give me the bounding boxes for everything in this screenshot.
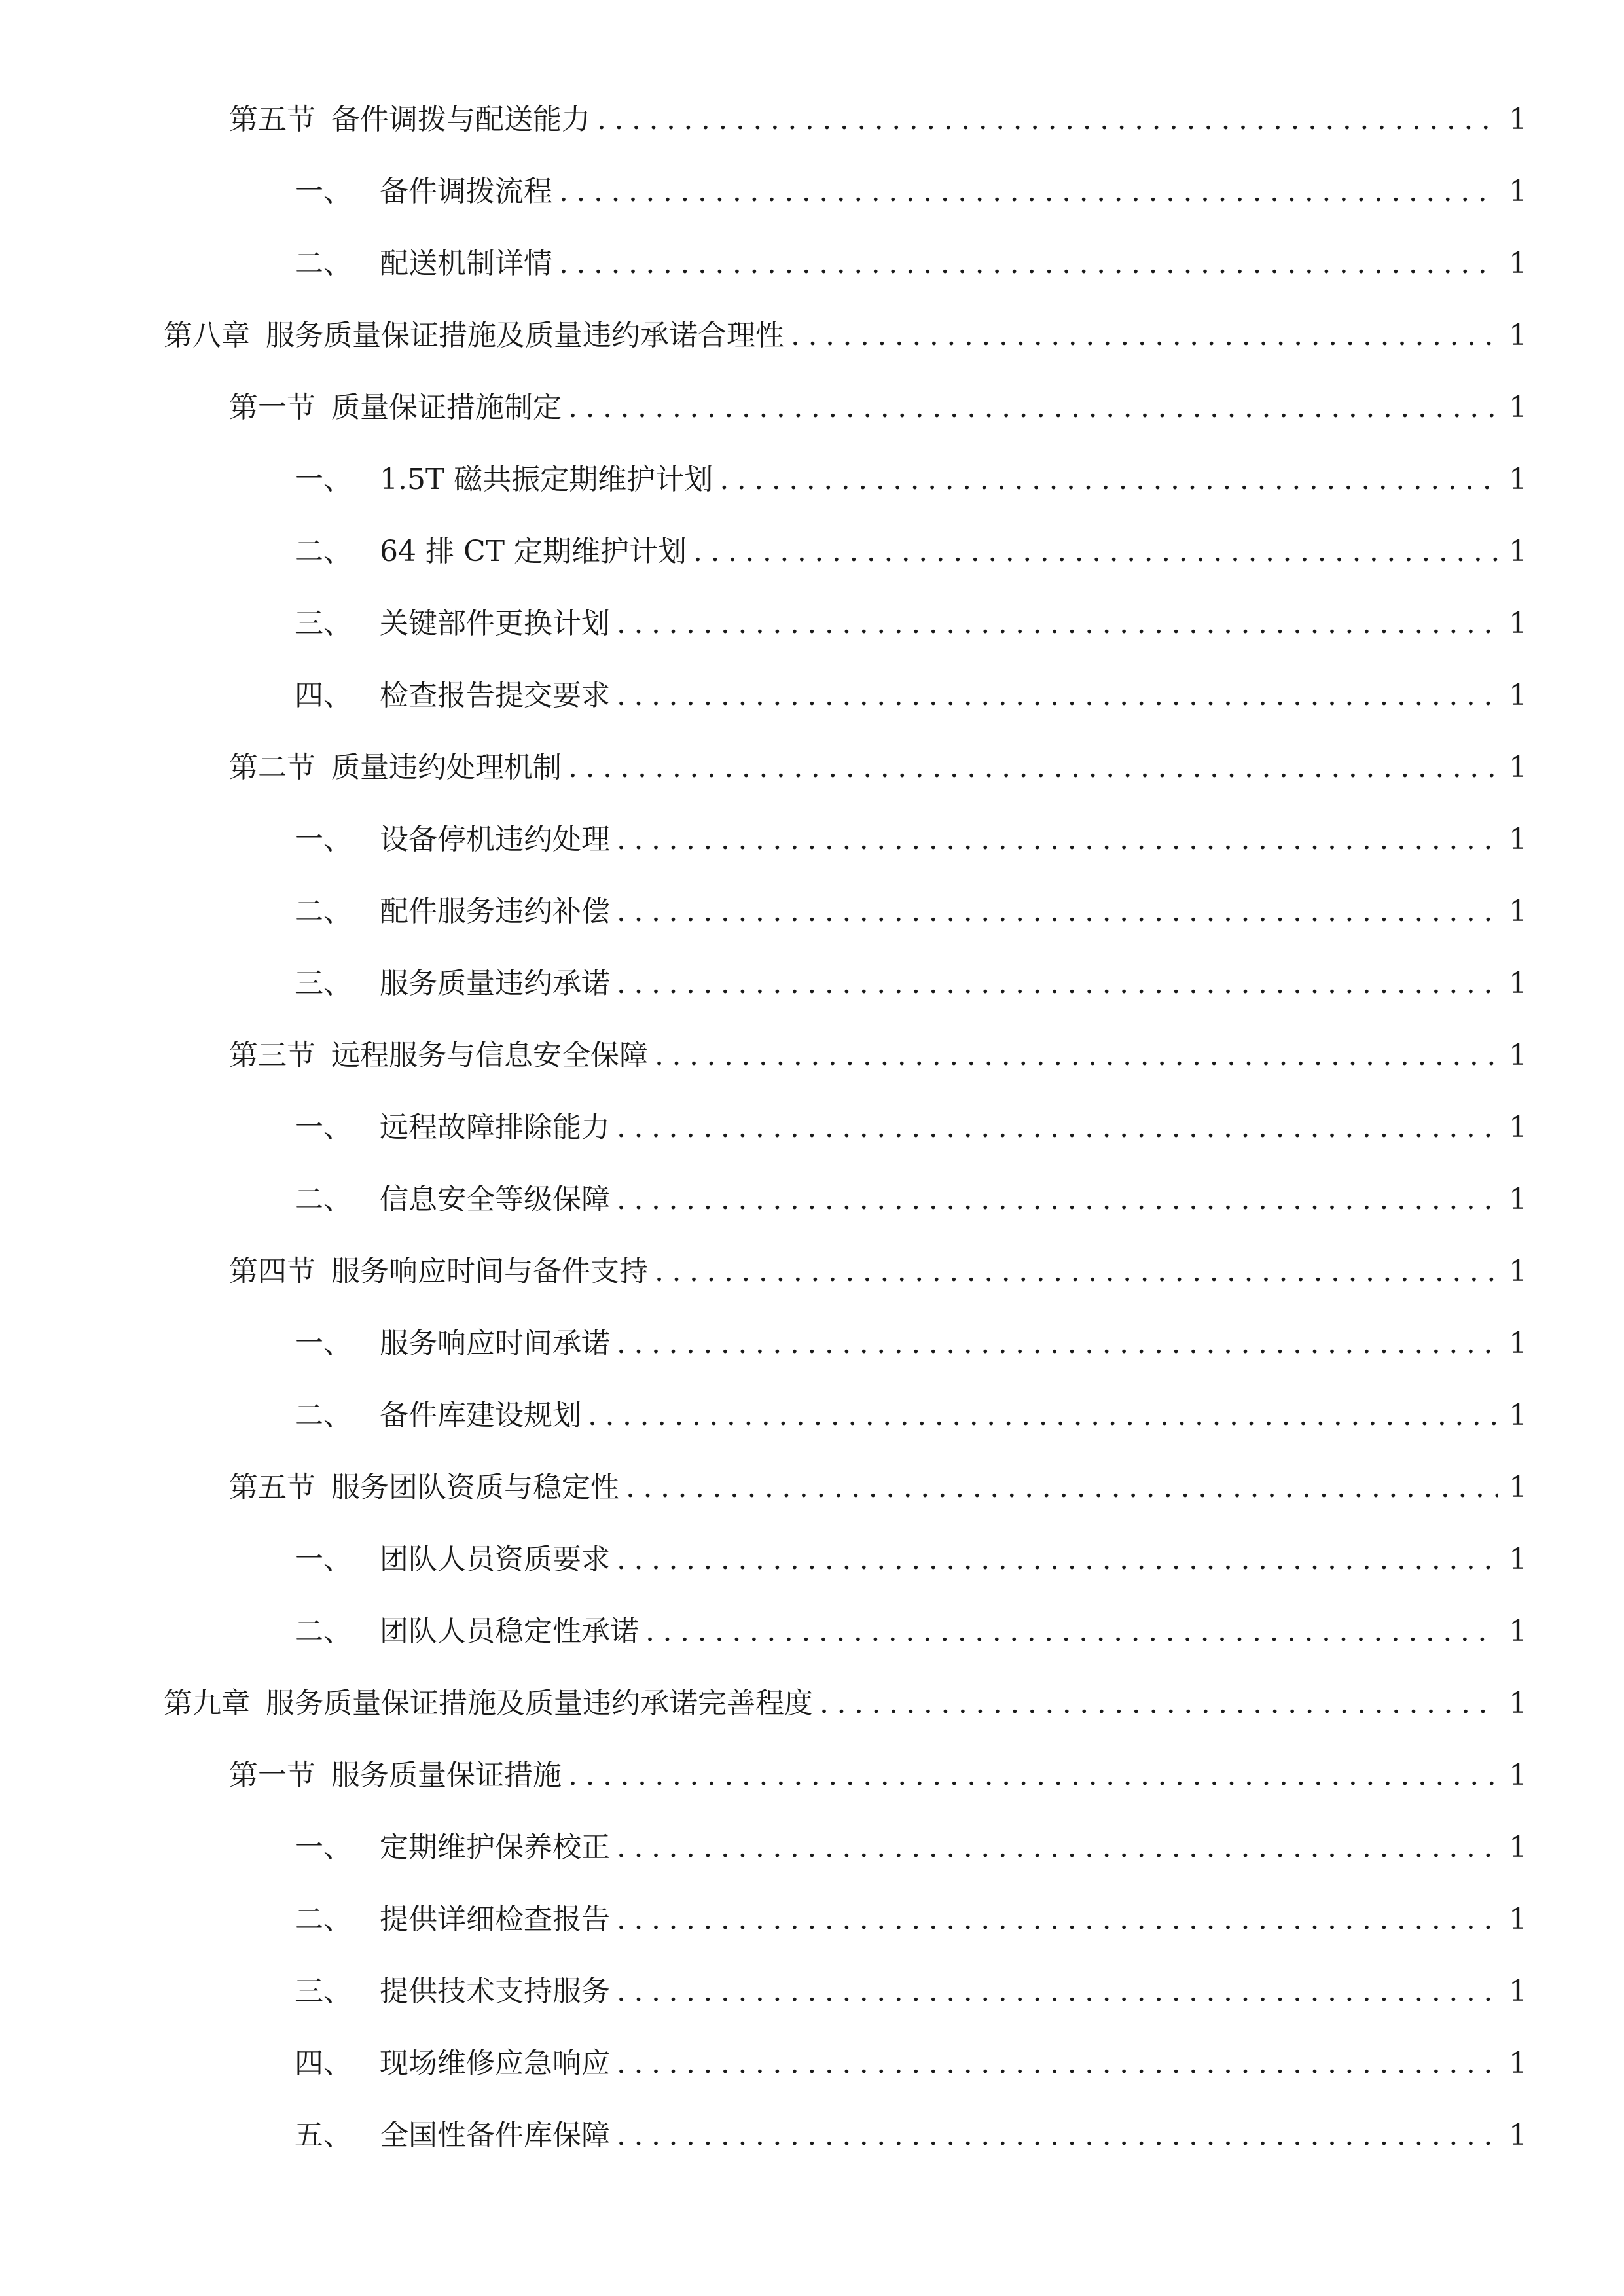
entry-number: 二、 bbox=[295, 1903, 352, 1936]
entry-page-number: 1 bbox=[1509, 1039, 1527, 1072]
entry-number: 第八章 bbox=[164, 319, 250, 352]
entry-number: 第四节 bbox=[229, 1255, 316, 1288]
dot-leader bbox=[617, 817, 1498, 863]
entry-title: 设备停机违约处理 bbox=[380, 823, 610, 856]
entry-number: 一、 bbox=[295, 823, 352, 856]
toc-entry-item[interactable] bbox=[295, 1969, 1527, 2015]
dot-leader bbox=[597, 97, 1498, 143]
toc-entry-item[interactable] bbox=[295, 169, 1527, 215]
entry-page-number: 1 bbox=[1509, 1759, 1527, 1792]
toc-entry-item[interactable] bbox=[295, 1537, 1527, 1583]
toc-entry-chapter[interactable] bbox=[164, 1681, 1527, 1727]
dot-leader bbox=[588, 1393, 1498, 1439]
toc-entry-item[interactable] bbox=[295, 1825, 1527, 1871]
entry-page-number: 1 bbox=[1509, 1543, 1527, 1576]
entry-page-number: 1 bbox=[1509, 1183, 1527, 1216]
entry-number: 三、 bbox=[295, 607, 352, 640]
entry-number: 一、 bbox=[295, 463, 352, 496]
entry-page-number: 1 bbox=[1509, 1471, 1527, 1504]
dot-leader bbox=[617, 1969, 1498, 2015]
toc-entry-item[interactable] bbox=[295, 1105, 1527, 1151]
entry-page-number: 1 bbox=[1509, 1255, 1527, 1288]
entry-number: 二、 bbox=[295, 535, 352, 568]
entry-title: 服务团队资质与稳定性 bbox=[331, 1471, 619, 1504]
entry-page-number: 1 bbox=[1509, 607, 1527, 640]
entry-page-number: 1 bbox=[1509, 1903, 1527, 1936]
dot-leader bbox=[559, 169, 1498, 215]
entry-title: 质量违约处理机制 bbox=[331, 751, 562, 784]
entry-title: 信息安全等级保障 bbox=[380, 1183, 610, 1216]
entry-page-number: 1 bbox=[1509, 535, 1527, 568]
entry-number: 三、 bbox=[295, 967, 352, 1000]
dot-leader bbox=[693, 529, 1498, 575]
dot-leader bbox=[791, 313, 1498, 359]
toc-entry-item[interactable] bbox=[295, 817, 1527, 863]
entry-number: 第一节 bbox=[229, 391, 316, 424]
entry-page-number: 1 bbox=[1509, 463, 1527, 496]
entry-page-number: 1 bbox=[1509, 1399, 1527, 1432]
dot-leader bbox=[617, 1177, 1498, 1223]
entry-title: 备件库建设规划 bbox=[380, 1399, 581, 1432]
entry-number: 二、 bbox=[295, 247, 352, 280]
entry-title: 关键部件更换计划 bbox=[380, 607, 610, 640]
entry-page-number: 1 bbox=[1509, 751, 1527, 784]
entry-title: 服务响应时间承诺 bbox=[380, 1327, 610, 1360]
entry-page-number: 1 bbox=[1509, 247, 1527, 280]
dot-leader bbox=[617, 889, 1498, 935]
dot-leader bbox=[626, 1465, 1498, 1511]
dot-leader bbox=[617, 961, 1498, 1007]
entry-page-number: 1 bbox=[1509, 103, 1527, 136]
entry-number: 一、 bbox=[295, 1543, 352, 1576]
entry-number: 二、 bbox=[295, 1615, 352, 1648]
entry-number: 第一节 bbox=[229, 1759, 316, 1792]
entry-number: 一、 bbox=[295, 1327, 352, 1360]
entry-number: 第二节 bbox=[229, 751, 316, 784]
entry-page-number: 1 bbox=[1509, 1111, 1527, 1144]
entry-title: 提供技术支持服务 bbox=[380, 1975, 610, 2008]
entry-title: 定期维护保养校正 bbox=[380, 1831, 610, 1864]
dot-leader bbox=[617, 1105, 1498, 1151]
entry-title: 服务质量保证措施及质量违约承诺合理性 bbox=[266, 319, 784, 352]
toc-entry-section[interactable] bbox=[229, 97, 1527, 143]
entry-number: 四、 bbox=[295, 2047, 352, 2080]
toc-entry-chapter[interactable] bbox=[164, 313, 1527, 359]
dot-leader bbox=[617, 673, 1498, 719]
entry-title: 团队人员稳定性承诺 bbox=[380, 1615, 639, 1648]
toc-entry-item[interactable] bbox=[295, 1393, 1527, 1439]
entry-number: 一、 bbox=[295, 1831, 352, 1864]
toc-entry-section[interactable] bbox=[229, 1465, 1527, 1511]
entry-page-number: 1 bbox=[1509, 319, 1527, 352]
entry-title: 远程服务与信息安全保障 bbox=[331, 1039, 648, 1072]
entry-page-number: 1 bbox=[1509, 391, 1527, 424]
entry-number: 二、 bbox=[295, 1399, 352, 1432]
toc-entry-item[interactable] bbox=[295, 1177, 1527, 1223]
entry-page-number: 1 bbox=[1509, 2047, 1527, 2080]
dot-leader bbox=[559, 241, 1498, 287]
dot-leader bbox=[820, 1681, 1498, 1727]
dot-leader bbox=[568, 385, 1498, 431]
entry-page-number: 1 bbox=[1509, 1615, 1527, 1648]
entry-page-number: 1 bbox=[1509, 2119, 1527, 2152]
toc-entry-item[interactable] bbox=[295, 1609, 1527, 1655]
entry-title: 备件调拨与配送能力 bbox=[331, 103, 590, 136]
entry-title: 提供详细检查报告 bbox=[380, 1903, 610, 1936]
toc-entry-item[interactable] bbox=[295, 1321, 1527, 1367]
entry-page-number: 1 bbox=[1509, 1327, 1527, 1360]
toc-entry-item[interactable] bbox=[295, 673, 1527, 719]
entry-number: 一、 bbox=[295, 1111, 352, 1144]
entry-number: 第五节 bbox=[229, 1471, 316, 1504]
entry-title: 全国性备件库保障 bbox=[380, 2119, 610, 2152]
entry-title: 服务质量保证措施 bbox=[331, 1759, 562, 1792]
entry-title: 远程故障排除能力 bbox=[380, 1111, 610, 1144]
entry-title: 配送机制详情 bbox=[380, 247, 552, 280]
entry-page-number: 1 bbox=[1509, 175, 1527, 208]
entry-page-number: 1 bbox=[1509, 1687, 1527, 1720]
entry-number: 第三节 bbox=[229, 1039, 316, 1072]
entry-title: 现场维修应急响应 bbox=[380, 2047, 610, 2080]
toc-entry-item[interactable] bbox=[295, 457, 1527, 503]
dot-leader bbox=[655, 1249, 1498, 1295]
toc-entry-item[interactable] bbox=[295, 529, 1527, 575]
entry-number: 四、 bbox=[295, 679, 352, 712]
dot-leader bbox=[719, 457, 1498, 503]
dot-leader bbox=[655, 1033, 1498, 1079]
dot-leader bbox=[617, 1897, 1498, 1943]
toc-entry-item[interactable] bbox=[295, 961, 1527, 1007]
entry-number: 第五节 bbox=[229, 103, 316, 136]
entry-number: 二、 bbox=[295, 895, 352, 928]
entry-number: 二、 bbox=[295, 1183, 352, 1216]
toc-entry-section[interactable] bbox=[229, 1753, 1527, 1799]
entry-number: 一、 bbox=[295, 175, 352, 208]
dot-leader bbox=[617, 2041, 1498, 2087]
entry-title: 配件服务违约补偿 bbox=[380, 895, 610, 928]
entry-title: 服务质量保证措施及质量违约承诺完善程度 bbox=[266, 1687, 813, 1720]
entry-page-number: 1 bbox=[1509, 1975, 1527, 2008]
entry-title: 1.5T 磁共振定期维护计划 bbox=[380, 463, 713, 496]
entry-number: 五、 bbox=[295, 2119, 352, 2152]
entry-title: 质量保证措施制定 bbox=[331, 391, 562, 424]
toc-entry-item[interactable] bbox=[295, 241, 1527, 287]
entry-number: 第九章 bbox=[164, 1687, 250, 1720]
entry-title: 备件调拨流程 bbox=[380, 175, 552, 208]
dot-leader bbox=[568, 1753, 1498, 1799]
entry-page-number: 1 bbox=[1509, 967, 1527, 1000]
dot-leader bbox=[617, 2113, 1498, 2159]
toc-entry-section[interactable] bbox=[229, 1249, 1527, 1295]
entry-page-number: 1 bbox=[1509, 895, 1527, 928]
entry-page-number: 1 bbox=[1509, 1831, 1527, 1864]
toc-entry-section[interactable] bbox=[229, 385, 1527, 431]
toc-entry-section[interactable] bbox=[229, 745, 1527, 791]
toc-entry-item[interactable] bbox=[295, 889, 1527, 935]
entry-title: 服务质量违约承诺 bbox=[380, 967, 610, 1000]
toc-entry-item[interactable] bbox=[295, 1897, 1527, 1943]
dot-leader bbox=[568, 745, 1498, 791]
entry-number: 三、 bbox=[295, 1975, 352, 2008]
dot-leader bbox=[617, 1537, 1498, 1583]
entry-title: 团队人员资质要求 bbox=[380, 1543, 610, 1576]
entry-page-number: 1 bbox=[1509, 679, 1527, 712]
entry-page-number: 1 bbox=[1509, 823, 1527, 856]
dot-leader bbox=[617, 1825, 1498, 1871]
toc-entry-section[interactable] bbox=[229, 1033, 1527, 1079]
dot-leader bbox=[617, 601, 1498, 647]
toc-entry-item[interactable] bbox=[295, 2113, 1527, 2159]
toc-entry-item[interactable] bbox=[295, 601, 1527, 647]
entry-title: 检查报告提交要求 bbox=[380, 679, 610, 712]
dot-leader bbox=[617, 1321, 1498, 1367]
toc-entry-item[interactable] bbox=[295, 2041, 1527, 2087]
entry-title: 64 排 CT 定期维护计划 bbox=[380, 535, 687, 568]
entry-title: 服务响应时间与备件支持 bbox=[331, 1255, 648, 1288]
dot-leader bbox=[645, 1609, 1498, 1655]
